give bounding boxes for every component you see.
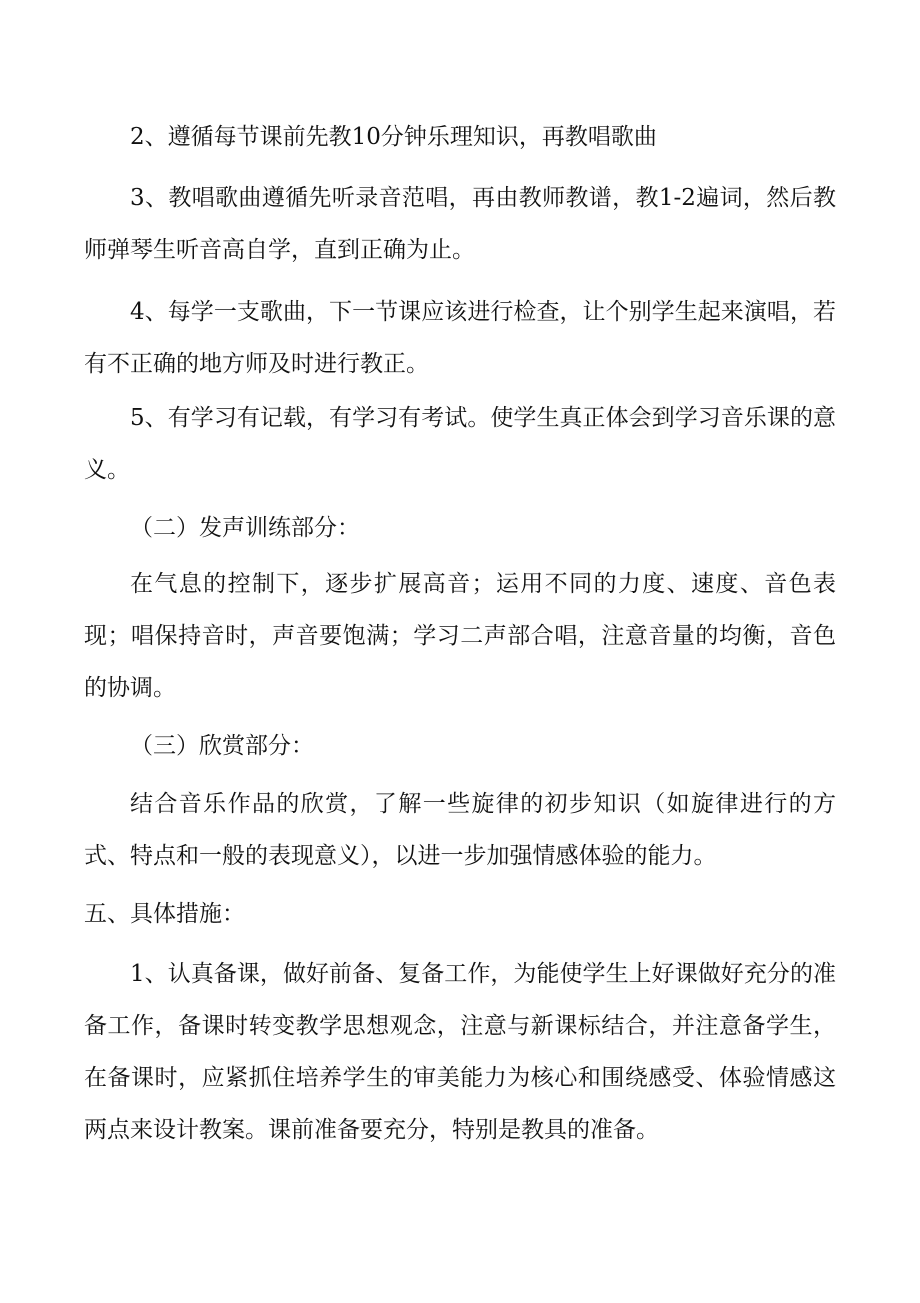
section-heading-appreciation: （三）欣赏部分：	[130, 733, 314, 759]
section-heading-vocal-training: （二）发声训练部分：	[130, 515, 360, 541]
paragraph-5-records-and-exams: 5、有学习有记载，有学习有考试。使学生真正体会到学习音乐课的意义。	[84, 405, 836, 483]
paragraph-appreciation: 结合音乐作品的欣赏，了解一些旋律的初步知识（如旋律进行的方式、特点和一般的表现意义），以进一步加强情感体验的能力。	[84, 791, 836, 869]
paragraph-1-lesson-preparation: 1、认真备课，做好前备、复备工作，为能使学生上好课做好充分的准备工作，备课时转变教学思想观念，注意与新课标结合，并注意备学生，在备课时，应紧抓住培养学生的审美能力为核心和围绕感受、体验情感这两点来设计教案。课前准备要充分，特别是教具的准备。	[84, 961, 836, 1143]
section-heading-specific-measures: 五、具体措施：	[84, 901, 245, 927]
paragraph-3-teaching-songs: 3、教唱歌曲遵循先听录音范唱，再由教师教谱，教1-2遍词，然后教师弹琴生听音高自学，直到正确为止。	[84, 185, 836, 263]
paragraph-4-song-check: 4、每学一支歌曲，下一节课应该进行检查，让个别学生起来演唱，若有不正确的地方师及时进行教正。	[84, 299, 836, 377]
paragraph-vocal-training: 在气息的控制下，逐步扩展高音；运用不同的力度、速度、音色表现；唱保持音时，声音要饱满；学习二声部合唱，注意音量的均衡，音色的协调。	[84, 571, 836, 701]
paragraph-2-ten-minute-theory: 2、遵循每节课前先教10分钟乐理知识，再教唱歌曲	[130, 124, 657, 150]
